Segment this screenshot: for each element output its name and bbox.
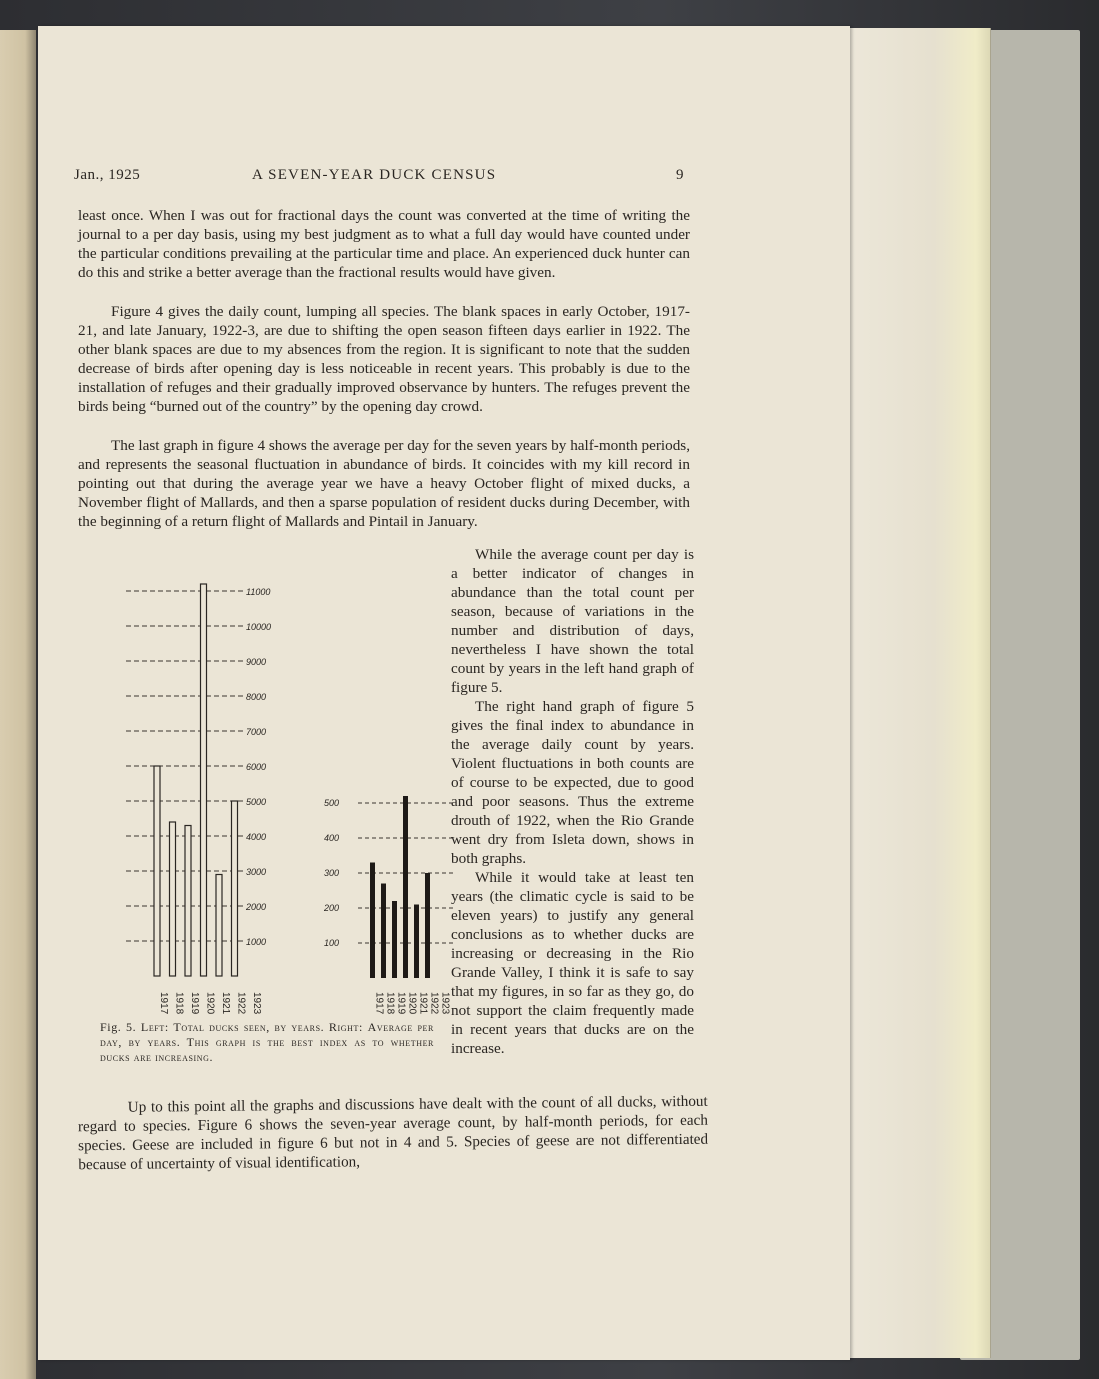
page-stack-edge: [850, 28, 991, 1358]
year-label: 1920: [204, 992, 216, 1015]
bar: [216, 875, 222, 977]
tick-label: 7000: [246, 727, 267, 737]
bar: [370, 863, 375, 979]
bar: [381, 884, 386, 979]
year-label: 1920: [406, 992, 418, 1015]
facing-page-edge: [0, 30, 36, 1379]
tick-label: 300: [324, 868, 340, 878]
bar: [425, 873, 430, 978]
tick-label: 9000: [246, 657, 267, 667]
side-column: [451, 545, 694, 1058]
paragraph: The right hand graph of figure 5 gives the final index to abundance in the average daily count by years. Violent fluctuations in both counts are of course to be expected, due to good and poor seasons. Thus the extreme drouth of 1922, when the Rio Grande went dry from Isleta down, shows in both graphs.: [451, 698, 694, 867]
year-label: 1921: [417, 992, 429, 1015]
tick-label: 10000: [246, 622, 272, 632]
bar: [414, 905, 419, 979]
caption-right-text: Average per day, by years. This graph is the best index as to whether ducks are increasing.: [100, 1020, 434, 1064]
bar: [154, 766, 160, 976]
left-chart-bars: [154, 584, 238, 976]
caption-left-text: Total ducks seen, by years.: [173, 1020, 325, 1034]
paragraph: Figure 4 gives the daily count, lumping all species. The blank spaces in early October, 1917-21, and late January, 1922-3, are due to shifting the open season fifteen days earlier in 1922. The other blank spaces are due to my absences from the region. It is significant to note that the sudden decrease of birds after opening day is less noticeable in recent years. This probably is due to the installation of refuges and their gradually improved observance by hunters. The refuges prevent the birds being “burned out of the country” by the opening day crowd.: [78, 303, 690, 415]
tick-label: 400: [324, 833, 340, 843]
tick-label: 6000: [246, 762, 267, 772]
tick-label: 1000: [246, 937, 267, 947]
year-label: 1917: [158, 992, 169, 1015]
year-label: 1923: [439, 992, 451, 1015]
caption-left-head: Left:: [140, 1020, 169, 1034]
year-label: 1917: [373, 992, 385, 1015]
right-chart-bars: [370, 796, 430, 978]
bar: [232, 801, 238, 976]
tick-label: 100: [324, 938, 340, 948]
issue-date: Jan., 1925: [74, 167, 141, 183]
figure-caption: [100, 1020, 434, 1065]
caption-right-head: Right:: [328, 1020, 363, 1034]
bar: [201, 584, 207, 976]
bar: [392, 901, 397, 978]
left-chart-tick-labels: [245, 587, 271, 947]
figure-5: [76, 546, 456, 1046]
tick-label: 5000: [246, 797, 267, 807]
paragraph: least once. When I was out for fractional days the count was converted at the time of writing the journal to a per day basis, using my best judgment as to what a full day would have counted under the particular conditions prevailing at the particular time and place. An experienced duck hunter can do this and strike a better average than the fractional results would have given.: [78, 207, 690, 281]
page-number: 9: [676, 167, 684, 183]
tick-label: 11000: [246, 587, 271, 597]
running-title: A SEVEN-YEAR DUCK CENSUS: [252, 167, 497, 183]
tick-label: 4000: [246, 832, 267, 842]
tick-label: 2000: [246, 902, 267, 912]
left-chart-year-labels: [158, 992, 262, 1015]
bar: [170, 822, 176, 976]
journal-page: [38, 26, 850, 1360]
year-label: 1921: [220, 992, 231, 1015]
right-chart-tick-labels: [323, 798, 339, 948]
tick-label: 200: [324, 903, 340, 913]
caption-label: Fig. 5.: [100, 1020, 137, 1034]
tick-label: 500: [324, 798, 340, 808]
year-label: 1918: [384, 992, 396, 1015]
paragraph: The last graph in figure 4 shows the average per day for the seven years by half-month periods, and represents the seasonal fluctuation in abundance of birds. It coincides with my kill record in pointing out that during the average year we have a heavy October flight of mixed ducks, a November flight of Mallards, and then a sparse population of resident ducks during December, with the beginning of a return flight of Mallards and Pintail in January.: [78, 437, 690, 530]
bar: [403, 796, 408, 978]
paragraph: Up to this point all the graphs and discussions have dealt with the count of all ducks, without regard to species. Figure 6 shows the seven-year average count, by half-month periods, for each species. Geese are included in figure 6 but not in 4 and 5. Species of geese are not differentiated because of uncertainty of visual identification,: [77, 1092, 709, 1174]
year-label: 1919: [189, 992, 200, 1015]
year-label: 1918: [173, 992, 185, 1015]
year-label: 1922: [235, 992, 247, 1015]
tick-label: 8000: [246, 692, 267, 702]
tick-label: 3000: [246, 867, 267, 877]
year-label: 1923: [251, 992, 262, 1015]
bar: [185, 826, 191, 977]
paragraph: While it would take at least ten years (the climatic cycle is said to be eleven years) to justify any general conclusions as to whether ducks are increasing or decreasing in the Rio Grande Valley, I think it is safe to say that my figures, in so far as they go, do not support the claim frequently made in recent years that ducks are on the increase.: [451, 869, 694, 1057]
year-label: 1922: [428, 992, 440, 1015]
paragraph: While the average count per day is a better indicator of changes in abundance than the total count per season, because of variations in the number and distribution of days, nevertheless I have shown the total count by years in the left hand graph of figure 5.: [451, 546, 694, 696]
right-chart-year-labels: [374, 992, 451, 1015]
year-label: 1919: [395, 992, 407, 1015]
